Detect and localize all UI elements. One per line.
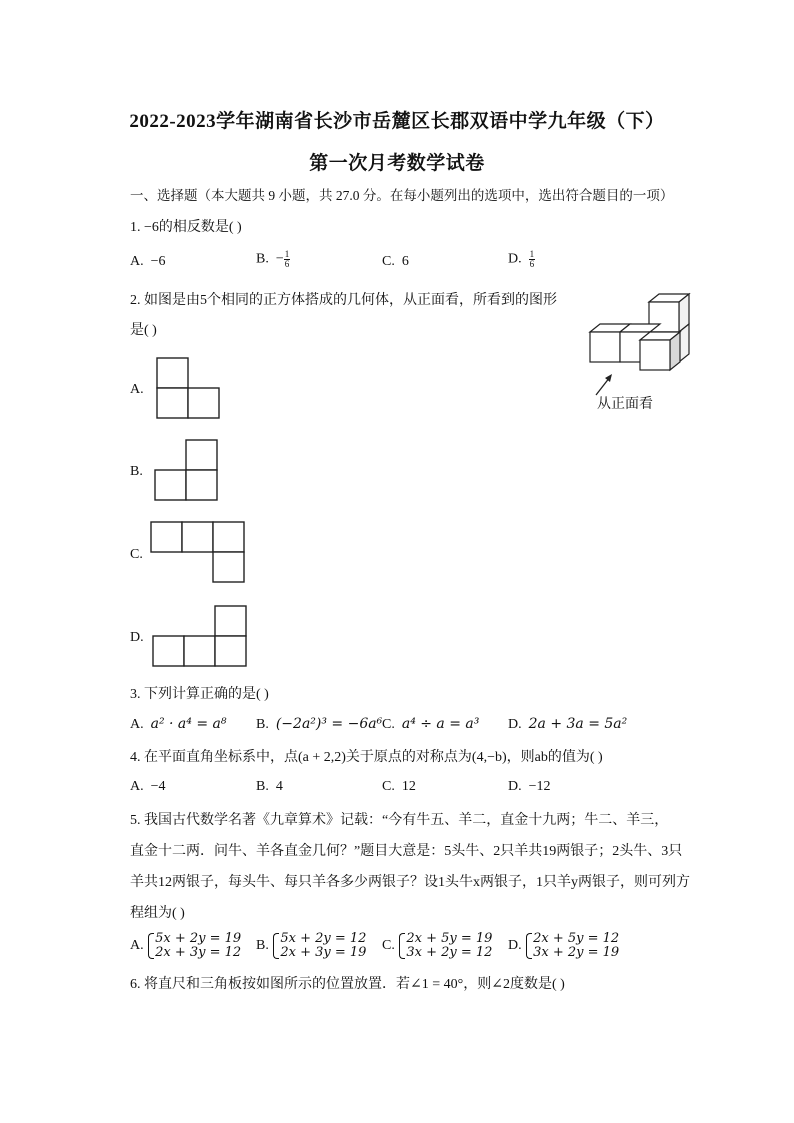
q5-b-eq1: 5x + 2y = 12	[280, 931, 367, 946]
q5-stem-line1: 5. 我国古代数学名著《九章算术》记载：“今有牛五、羊二，直金十九两；牛二、羊三，	[130, 813, 669, 828]
q5-c-eq1: 2x + 5y = 19	[406, 931, 493, 946]
q5-d-eq1: 2x + 5y = 12	[533, 931, 620, 946]
q2-option-d-figure[interactable]	[152, 605, 248, 667]
q5-option-d[interactable]	[508, 932, 619, 960]
q1-d-label: D.	[508, 251, 522, 267]
q5-stem-line3: 羊共12两银子，每头牛、每只羊各多少两银子？设1头牛x两银子，1只羊y两银子，则可列方	[130, 875, 690, 890]
q5-option-b[interactable]	[256, 932, 366, 960]
q1-option-b[interactable]	[256, 250, 290, 269]
q4-c-label: C.	[382, 779, 395, 794]
q5-stem-line2: 直金十二两．问牛、羊各直金几何？”题目大意是：5头牛、2只羊共19两银子；2头牛、3只	[130, 844, 683, 859]
q2-stem-line2: 是( )	[130, 323, 157, 338]
q1-b-denominator: 6	[284, 259, 290, 269]
q3-b-label: B.	[256, 717, 269, 732]
q5-d-label: D.	[508, 938, 522, 953]
q5-a-eq2: 2x + 3y = 12	[155, 945, 242, 960]
q1-d-denominator: 6	[529, 259, 535, 269]
q1-d-fraction	[529, 250, 536, 269]
q2-figure-caption: 从正面看	[597, 397, 653, 412]
q5-c-eq2: 3x + 2y = 12	[406, 945, 493, 960]
q1-c-label: C.	[382, 254, 395, 269]
viewing-direction-arrow-icon	[593, 372, 615, 398]
q5-b-eq2: 2x + 3y = 19	[280, 945, 367, 960]
q2-option-b-figure[interactable]	[154, 439, 220, 501]
q5-c-system	[398, 932, 492, 960]
paper-title-line1: 2022-2023学年湖南省长沙市岳麓区长郡双语中学九年级（下）	[129, 111, 665, 132]
q3-option-b[interactable]	[256, 716, 382, 733]
q5-b-label: B.	[256, 938, 269, 953]
q1-option-c[interactable]	[382, 254, 409, 270]
q5-d-eq2: 3x + 2y = 19	[533, 945, 620, 960]
q1-b-numerator: 1	[284, 249, 290, 259]
q4-d-label: D.	[508, 779, 522, 794]
q1-a-label: A.	[130, 254, 144, 269]
q5-b-system	[272, 932, 366, 960]
q3-option-d[interactable]	[508, 716, 627, 733]
q1-b-label: B.	[256, 251, 269, 267]
q5-a-label: A.	[130, 938, 144, 953]
q3-option-c[interactable]	[382, 716, 479, 733]
q5-c-label: C.	[382, 938, 395, 953]
q5-a-eq1: 5x + 2y = 19	[155, 931, 242, 946]
q1-option-a[interactable]	[130, 254, 166, 270]
q4-c-value: 12	[401, 779, 416, 794]
q4-d-value: −12	[528, 779, 551, 794]
q2-c-label[interactable]: C.	[130, 547, 143, 562]
q4-option-a[interactable]	[130, 779, 166, 795]
q1-b-fraction	[284, 250, 291, 269]
q3-b-value: (−2a²)³ = −6a⁶	[275, 716, 383, 732]
q2-option-c-figure[interactable]	[150, 521, 246, 583]
paper-title-line2: 第一次月考数学试卷	[309, 153, 485, 174]
q4-option-b[interactable]	[256, 779, 283, 795]
q1-d-numerator: 1	[529, 249, 535, 259]
q4-option-c[interactable]	[382, 779, 416, 795]
q4-a-value: −4	[150, 779, 166, 794]
q5-stem-line4: 程组为( )	[130, 906, 185, 921]
q1-stem: 1. −6的相反数是( )	[130, 220, 242, 235]
q4-a-label: A.	[130, 779, 144, 794]
q3-a-value: a² · a⁴ = a⁸	[150, 716, 227, 732]
q3-d-value: 2a + 3a = 5a²	[528, 716, 628, 732]
q3-c-value: a⁴ ÷ a = a³	[401, 716, 480, 732]
q3-c-label: C.	[382, 717, 395, 732]
q2-stem-line1: 2. 如图是由5个相同的正方体搭成的几何体，从正面看，所看到的图形	[130, 293, 557, 308]
q1-c-value: 6	[401, 254, 409, 269]
q3-a-label: A.	[130, 717, 144, 732]
q1-a-value: −6	[150, 254, 166, 269]
q5-a-system	[147, 932, 241, 960]
q5-option-a[interactable]	[130, 932, 241, 960]
q4-b-value: 4	[275, 779, 283, 794]
q2-option-a-figure[interactable]	[156, 357, 222, 419]
section-heading: 一、选择题（本大题共 9 小题，共 27.0 分。在每小题列出的选项中，选出符合题目的一项）	[130, 188, 674, 203]
q1-option-d[interactable]	[508, 250, 535, 269]
q4-b-label: B.	[256, 779, 269, 794]
q4-option-d[interactable]	[508, 779, 551, 795]
q2-d-label[interactable]: D.	[130, 630, 144, 645]
q6-stem: 6. 将直尺和三角板按如图所示的位置放置．若∠1 = 40°，则∠2度数是( )	[130, 977, 565, 992]
q5-option-c[interactable]	[382, 932, 492, 960]
q2-cube-figure	[585, 292, 695, 377]
q2-a-label[interactable]: A.	[130, 382, 144, 397]
q3-stem: 3. 下列计算正确的是( )	[130, 687, 269, 702]
q3-option-a[interactable]	[130, 716, 226, 733]
q5-d-system	[525, 932, 619, 960]
q4-stem: 4. 在平面直角坐标系中，点(a + 2,2)关于原点的对称点为(4,−b)，则ab的值为( )	[130, 750, 603, 765]
q1-b-sign: −	[275, 251, 284, 267]
q3-d-label: D.	[508, 717, 522, 732]
q2-b-label[interactable]: B.	[130, 464, 143, 479]
